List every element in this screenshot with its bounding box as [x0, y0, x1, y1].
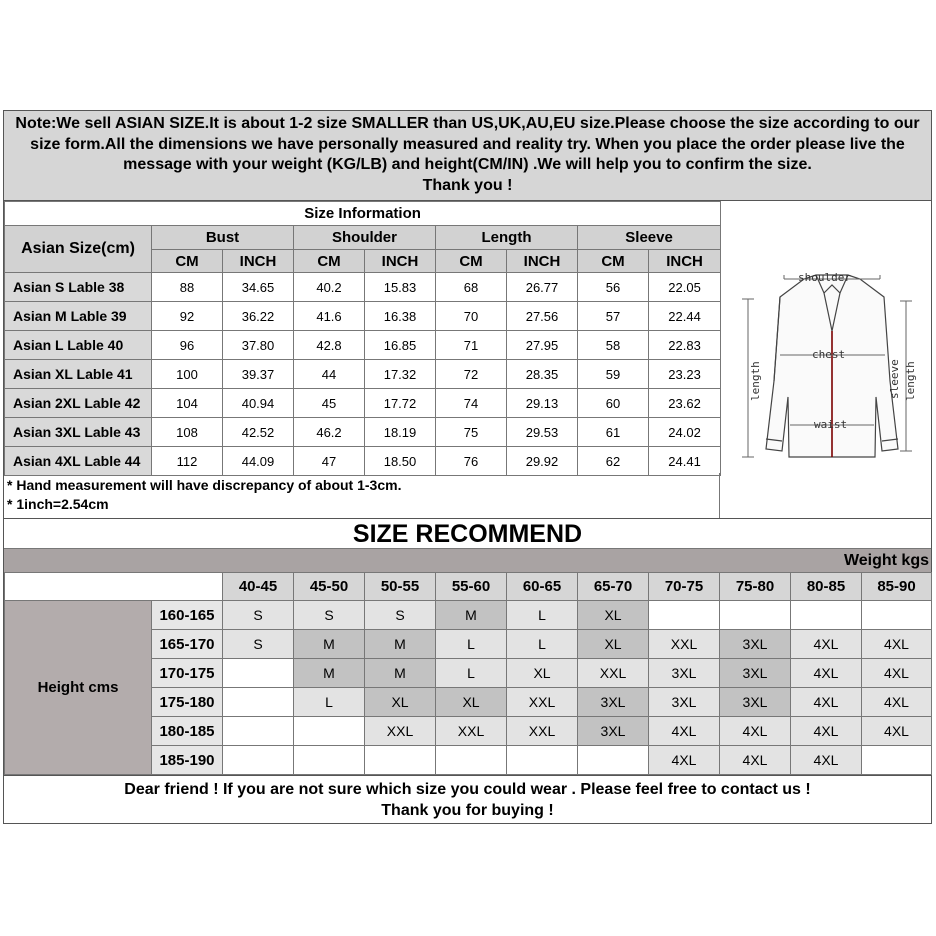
size-row [5, 302, 721, 331]
recommended-size-cell: 4XL [720, 717, 791, 746]
shirt-diagram-icon [720, 201, 931, 518]
height-range: 185-190 [152, 746, 223, 775]
height-range: 160-165 [152, 601, 223, 630]
size-row [5, 447, 721, 476]
size-cell: 104 [152, 389, 223, 418]
recommended-size-cell: 4XL [791, 746, 862, 775]
size-cell: 17.32 [365, 360, 436, 389]
size-cell: 39.37 [223, 360, 294, 389]
size-cell: 70 [436, 302, 507, 331]
shirt-measurement-figure [720, 201, 931, 518]
unit-header: CM [294, 250, 365, 273]
size-cell: 44.09 [223, 447, 294, 476]
height-range: 165-170 [152, 630, 223, 659]
recommended-size-cell [578, 746, 649, 775]
recommend-row [5, 601, 932, 630]
size-cell: 62 [578, 447, 649, 476]
recommended-size-cell: S [223, 630, 294, 659]
label-sleeve: sleeve [888, 359, 901, 399]
recommended-size-cell [862, 746, 932, 775]
weight-range-header: 50-55 [365, 573, 436, 601]
weight-range-header: 85-90 [862, 573, 932, 601]
label-shoulder: shoulder [798, 271, 851, 284]
unit-header: CM [578, 250, 649, 273]
recommended-size-cell [791, 601, 862, 630]
recommended-size-cell: 3XL [720, 659, 791, 688]
weight-range-header: 70-75 [649, 573, 720, 601]
recommended-size-cell: 3XL [720, 630, 791, 659]
recommended-size-cell: XL [365, 688, 436, 717]
closing-line: Dear friend ! If you are not sure which size you could wear . Please feel free to contact us ! [124, 781, 811, 798]
recommended-size-cell [649, 601, 720, 630]
recommended-size-cell: 4XL [862, 630, 932, 659]
size-cell: 24.02 [649, 418, 721, 447]
size-cell: 60 [578, 389, 649, 418]
size-cell: 23.23 [649, 360, 721, 389]
size-cell: 36.22 [223, 302, 294, 331]
size-cell: 75 [436, 418, 507, 447]
recommended-size-cell: 4XL [649, 717, 720, 746]
size-cell: 16.38 [365, 302, 436, 331]
recommended-size-cell: L [507, 630, 578, 659]
unit-header: CM [436, 250, 507, 273]
height-range: 175-180 [152, 688, 223, 717]
size-note [4, 111, 931, 201]
recommended-size-cell [862, 601, 932, 630]
recommended-size-cell: 4XL [862, 688, 932, 717]
recommended-size-cell: M [365, 659, 436, 688]
size-cell: 17.72 [365, 389, 436, 418]
recommended-size-cell: 4XL [862, 717, 932, 746]
recommended-size-cell: 3XL [649, 659, 720, 688]
size-cell: 40.2 [294, 273, 365, 302]
recommended-size-cell: 3XL [720, 688, 791, 717]
size-cell: 68 [436, 273, 507, 302]
recommended-size-cell [436, 746, 507, 775]
height-label: Height cms [5, 601, 152, 775]
weight-range-header: 45-50 [294, 573, 365, 601]
unit-header: INCH [365, 250, 436, 273]
recommended-size-cell: XXL [436, 717, 507, 746]
size-row-label: Asian 4XL Lable 44 [5, 447, 152, 476]
recommend-title: SIZE RECOMMEND [4, 518, 931, 548]
size-cell: 28.35 [507, 360, 578, 389]
group-header-sleeve: Sleeve [578, 226, 721, 250]
size-cell: 16.85 [365, 331, 436, 360]
size-cell: 71 [436, 331, 507, 360]
size-cell: 29.53 [507, 418, 578, 447]
size-cell: 88 [152, 273, 223, 302]
size-cell: 22.44 [649, 302, 721, 331]
note-line: message with your weight (KG/LB) and height(CM/IN) .We will help you to confirm the size. [123, 156, 812, 173]
recommended-size-cell: S [223, 601, 294, 630]
recommended-size-cell: 3XL [578, 688, 649, 717]
label-chest: chest [812, 348, 846, 361]
size-cell: 108 [152, 418, 223, 447]
size-cell: 18.19 [365, 418, 436, 447]
label-waist: waist [814, 418, 848, 431]
group-header-bust: Bust [152, 226, 294, 250]
size-cell: 46.2 [294, 418, 365, 447]
recommended-size-cell [223, 688, 294, 717]
recommended-size-cell: L [436, 630, 507, 659]
weight-range-header: 80-85 [791, 573, 862, 601]
weight-range-header: 75-80 [720, 573, 791, 601]
size-cell: 24.41 [649, 447, 721, 476]
size-cell: 26.77 [507, 273, 578, 302]
recommended-size-cell [720, 601, 791, 630]
recommended-size-cell: L [436, 659, 507, 688]
size-cell: 96 [152, 331, 223, 360]
size-recommend-table [4, 572, 932, 775]
recommended-size-cell: S [365, 601, 436, 630]
recommended-size-cell [365, 746, 436, 775]
recommended-size-cell: XXL [507, 717, 578, 746]
size-cell: 58 [578, 331, 649, 360]
recommended-size-cell: M [436, 601, 507, 630]
recommended-size-cell: XXL [507, 688, 578, 717]
group-header-shoulder: Shoulder [294, 226, 436, 250]
header-blank [5, 573, 223, 601]
size-cell: 100 [152, 360, 223, 389]
size-cell: 112 [152, 447, 223, 476]
recommended-size-cell: XXL [649, 630, 720, 659]
recommended-size-cell: 3XL [578, 717, 649, 746]
recommended-size-cell: 4XL [791, 717, 862, 746]
size-cell: 42.8 [294, 331, 365, 360]
size-row-label: Asian 3XL Lable 43 [5, 418, 152, 447]
size-column-header: Asian Size(cm) [5, 226, 152, 273]
height-range: 170-175 [152, 659, 223, 688]
recommended-size-cell [223, 746, 294, 775]
recommended-size-cell: 4XL [791, 659, 862, 688]
recommended-size-cell [223, 717, 294, 746]
note-line: Note:We sell ASIAN SIZE.It is about 1-2 size SMALLER than US,UK,AU,EU size.Please choose the size according to our [15, 115, 920, 132]
size-cell: 23.62 [649, 389, 721, 418]
size-cell: 76 [436, 447, 507, 476]
size-cell: 40.94 [223, 389, 294, 418]
unit-header: CM [152, 250, 223, 273]
size-row-label: Asian S Lable 38 [5, 273, 152, 302]
recommended-size-cell: 4XL [649, 746, 720, 775]
size-cell: 72 [436, 360, 507, 389]
size-cell: 44 [294, 360, 365, 389]
weight-range-header: 55-60 [436, 573, 507, 601]
recommended-size-cell: 4XL [791, 688, 862, 717]
size-row [5, 389, 721, 418]
size-cell: 15.83 [365, 273, 436, 302]
size-chart-sheet [3, 110, 932, 824]
size-cell: 18.50 [365, 447, 436, 476]
size-information-table [4, 201, 721, 476]
recommended-size-cell: L [507, 601, 578, 630]
weight-range-header: 65-70 [578, 573, 649, 601]
recommended-size-cell: 4XL [720, 746, 791, 775]
closing-message [4, 775, 931, 823]
recommended-size-cell: 3XL [649, 688, 720, 717]
recommended-size-cell: XL [507, 659, 578, 688]
recommended-size-cell: 4XL [862, 659, 932, 688]
label-sleeve-length: length [904, 361, 917, 401]
size-cell: 22.83 [649, 331, 721, 360]
note-line: size form.All the dimensions we have personally measured and reality try. When you place the order please live the [30, 135, 905, 153]
size-row [5, 331, 721, 360]
recommended-size-cell [294, 746, 365, 775]
size-row [5, 273, 721, 302]
size-cell: 27.56 [507, 302, 578, 331]
size-cell: 22.05 [649, 273, 721, 302]
recommended-size-cell [223, 659, 294, 688]
weight-range-header: 60-65 [507, 573, 578, 601]
height-range: 180-185 [152, 717, 223, 746]
closing-line: Thank you for buying ! [381, 802, 554, 819]
unit-header: INCH [649, 250, 721, 273]
size-cell: 34.65 [223, 273, 294, 302]
group-header-length: Length [436, 226, 578, 250]
size-cell: 27.95 [507, 331, 578, 360]
footnote-line: * 1inch=2.54cm [7, 496, 109, 512]
size-cell: 61 [578, 418, 649, 447]
recommended-size-cell: XL [436, 688, 507, 717]
size-cell: 37.80 [223, 331, 294, 360]
size-cell: 92 [152, 302, 223, 331]
unit-header: INCH [223, 250, 294, 273]
size-cell: 29.92 [507, 447, 578, 476]
recommended-size-cell: XL [578, 630, 649, 659]
size-cell: 45 [294, 389, 365, 418]
weight-label: Weight kgs [4, 548, 931, 572]
size-cell: 29.13 [507, 389, 578, 418]
size-cell: 41.6 [294, 302, 365, 331]
recommended-size-cell: 4XL [791, 630, 862, 659]
recommended-size-cell: M [365, 630, 436, 659]
size-cell: 59 [578, 360, 649, 389]
size-table-title: Size Information [5, 202, 721, 226]
size-row-label: Asian L Lable 40 [5, 331, 152, 360]
recommended-size-cell: S [294, 601, 365, 630]
recommended-size-cell [294, 717, 365, 746]
weight-range-header: 40-45 [223, 573, 294, 601]
unit-header: INCH [507, 250, 578, 273]
size-row-label: Asian 2XL Lable 42 [5, 389, 152, 418]
size-cell: 74 [436, 389, 507, 418]
size-footnotes [4, 473, 720, 518]
size-cell: 57 [578, 302, 649, 331]
size-row [5, 418, 721, 447]
size-row [5, 360, 721, 389]
footnote-line: * Hand measurement will have discrepancy of about 1-3cm. [7, 477, 402, 493]
size-row-label: Asian M Lable 39 [5, 302, 152, 331]
size-cell: 42.52 [223, 418, 294, 447]
recommended-size-cell: M [294, 630, 365, 659]
recommended-size-cell: XXL [365, 717, 436, 746]
recommended-size-cell: XXL [578, 659, 649, 688]
size-cell: 56 [578, 273, 649, 302]
note-line: Thank you ! [422, 176, 513, 194]
size-row-label: Asian XL Lable 41 [5, 360, 152, 389]
recommended-size-cell: M [294, 659, 365, 688]
recommended-size-cell [507, 746, 578, 775]
recommended-size-cell: XL [578, 601, 649, 630]
size-cell: 47 [294, 447, 365, 476]
label-length: length [749, 361, 762, 401]
recommended-size-cell: L [294, 688, 365, 717]
